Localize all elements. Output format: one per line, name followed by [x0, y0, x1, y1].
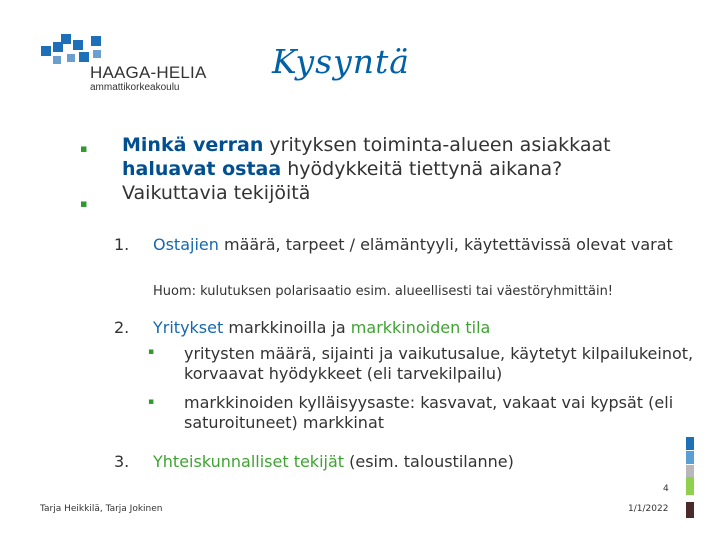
bullet-emphasis: Minkä verran: [122, 134, 264, 156]
item-number: 3.: [114, 452, 130, 471]
item-number: 2.: [114, 318, 130, 337]
bullet-text: yrityksen toiminta-alueen asiakkaat: [263, 134, 611, 156]
side-bar-segment: [686, 451, 694, 464]
item-term: Yhteiskunnalliset tekijät: [153, 452, 345, 471]
side-bar-segment: [686, 502, 694, 518]
slide-title: Kysyntä: [272, 42, 410, 81]
item-text: määrä, tarpeet / elämäntyyli, käytettävissä olevat varat: [218, 235, 673, 254]
logo-name: HAAGA-HELIA: [90, 63, 207, 82]
bullet-text: hyödykkeitä tiettynä aikana?: [281, 158, 563, 180]
side-bar-segment: [686, 437, 694, 450]
side-bar-segment: [686, 477, 694, 495]
item-text: (esim. taloustilanne): [344, 452, 514, 471]
subitem-text: yritysten määrä, sijainti ja vaikutusalue, käytetyt kilpailukeinot, korvaavat hyödykkeet (eli tarvekilpailu): [184, 344, 694, 383]
bullet-marker-icon: ▪: [80, 142, 88, 155]
item-buyers: [153, 235, 683, 255]
item-term: Yritykset: [153, 318, 224, 337]
sub-bullet-marker-icon: ▪: [148, 347, 155, 357]
footer-date: 1/1/2022: [628, 504, 669, 514]
item-text: markkinoilla ja: [223, 318, 351, 337]
logo-subtitle: ammattikorkeakoulu: [90, 82, 180, 93]
item-number: 1.: [114, 235, 130, 254]
item-term: Ostajien: [153, 235, 219, 254]
subitem-text: markkinoiden kylläisyysaste: kasvavat, vakaat vai kypsät (eli saturoituneet) markkinat: [184, 393, 674, 432]
main-bullets: [122, 133, 682, 205]
item-note: Huom: kulutuksen polarisaatio esim. alueellisesti tai väestöryhmittäin!: [153, 284, 614, 299]
bullet-question: [122, 133, 682, 181]
page-number: 4: [663, 484, 669, 494]
bullet-emphasis: haluavat ostaa: [122, 158, 282, 180]
bullet-marker-icon: ▪: [80, 197, 88, 210]
haaga-helia-logo: [38, 30, 208, 100]
sub-bullet-marker-icon: ▪: [148, 397, 155, 407]
footer-authors: Tarja Heikkilä, Tarja Jokinen: [40, 504, 163, 514]
bullet-factors: Vaikuttavia tekijöitä: [122, 182, 311, 204]
item-term: markkinoiden tila: [350, 318, 491, 337]
item-companies: [153, 318, 683, 338]
item-society: [153, 452, 683, 472]
